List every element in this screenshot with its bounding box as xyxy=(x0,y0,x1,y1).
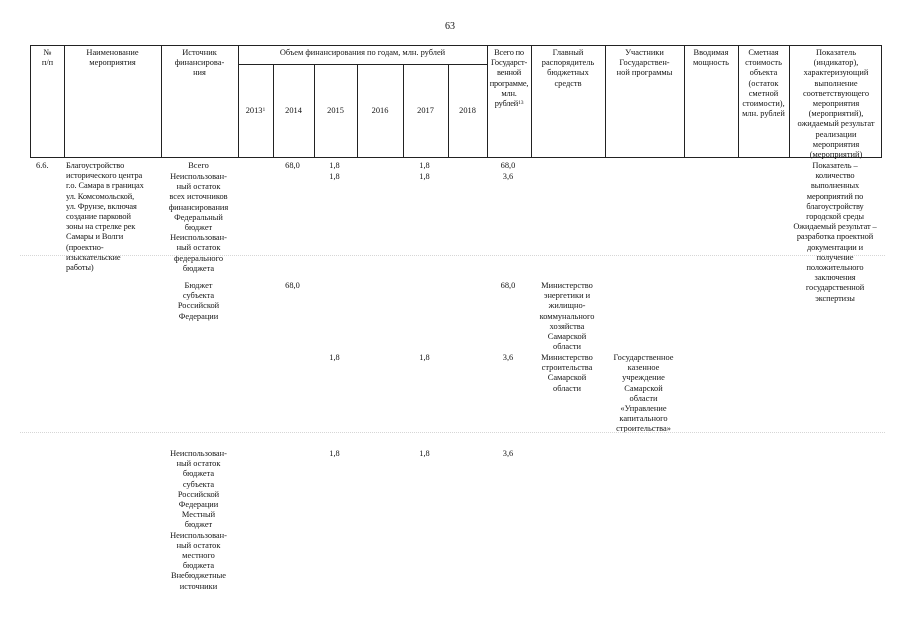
header-participants: Участники Государствен- ной программы xyxy=(616,48,673,78)
column-divider xyxy=(238,46,239,157)
row-indicator: Показатель – количество выполненных мероприятий по благоустройству городской среды Ожидаемый результат – разработка проектной документации и получение положительного заключения государственной экспертизы xyxy=(793,161,877,303)
value-total: 3,6 xyxy=(502,353,514,362)
header-number: № п/п xyxy=(41,48,54,68)
header-indicator: Показатель (индикатор), характеризующий выполнение соответствующего мероприятия (мероприятий), ожидаемый результат реализации мероприятия (мероприятий) xyxy=(797,48,875,160)
page-number: 63 xyxy=(445,21,455,32)
value-2015: 1,8 xyxy=(329,161,340,170)
value-2017: 1,8 xyxy=(419,449,430,458)
value-2014: 68,0 xyxy=(285,161,300,170)
value-2015: 1,8 xyxy=(329,172,340,181)
value-2017: 1,8 xyxy=(419,353,430,362)
scan-artifact-line xyxy=(20,432,885,433)
header-capacity: Вводимая мощность xyxy=(692,48,729,68)
participant-institution: Государственное казенное учреждение Самарской области «Управление капитального строительства» xyxy=(613,353,674,434)
years-subheader-divider xyxy=(238,64,487,65)
source-regional-budget: Бюджет субъекта Российской Федерации xyxy=(177,281,220,321)
table-header xyxy=(30,45,882,158)
value-2015: 1,8 xyxy=(329,449,340,458)
header-name: Наименование мероприятия xyxy=(86,48,139,68)
header-distributor: Главный распорядитель бюджетных средств xyxy=(541,48,595,88)
header-year-2013: 2013$^1$ xyxy=(245,106,266,115)
distributor-energy-ministry: Министерство энергетики и жилищно- коммунального хозяйства Самарской области xyxy=(539,281,595,352)
source-block-federal: Неиспользован- ный остаток всех источников финансирования Федеральный бюджет Неиспользован- ный остаток федерального бюджета xyxy=(168,172,229,273)
distributor-construction-ministry: Министерство строительства Самарской области xyxy=(541,353,593,393)
header-source: Источник финансирова- ния xyxy=(174,48,225,78)
scan-artifact-line xyxy=(20,255,885,256)
value-2017: 1,8 xyxy=(419,172,430,181)
value-total: 68,0 xyxy=(500,161,516,170)
header-year-2014: 2014 xyxy=(285,106,302,115)
header-year-2016: 2016 xyxy=(371,106,389,115)
header-cost: Сметная стоимость объекта (остаток сметной стоимости), млн. рублей xyxy=(742,48,785,119)
value-total: 3,6 xyxy=(502,172,514,181)
row-number: 6.6. xyxy=(36,161,49,170)
value-2014: 68,0 xyxy=(285,281,300,290)
source-block-local: Неиспользован- ный остаток бюджета субъекта Российской Федерации Местный бюджет Неиспользован- ный остаток местного бюджета Внебюджетные источники xyxy=(170,449,227,591)
value-2015: 1,8 xyxy=(329,353,340,362)
value-2017: 1,8 xyxy=(419,161,430,170)
value-total: 3,6 xyxy=(502,449,514,458)
source-total: Всего xyxy=(188,161,209,170)
header-year-2017: 2017 xyxy=(417,106,434,115)
value-total: 68,0 xyxy=(500,281,516,290)
row-name: Благоустройство исторического центра г.о. Самара в границах ул. Комсомольской, ул. Фрунзе, включая создание парковой зоны на стрелке рек Самары и Волги (проектно- изыскательские работы) xyxy=(66,161,144,273)
header-year-2018: 2018 xyxy=(459,106,476,115)
header-total: Всего по Государст- венной программе, млн. рублей$^{13}$ xyxy=(489,48,529,109)
header-year-2015: 2015 xyxy=(327,106,344,115)
header-volume: Объем финансирования по годам, млн. рублей xyxy=(279,48,446,57)
